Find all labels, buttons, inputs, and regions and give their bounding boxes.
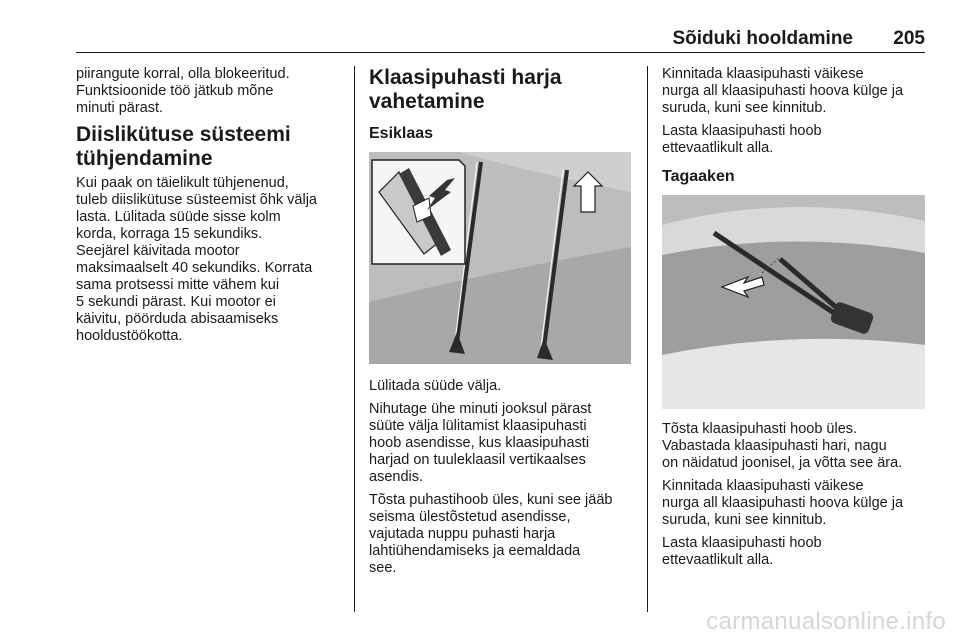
wiper-section-heading: Klaasipuhasti harja vahetamine (369, 66, 562, 113)
step-attach-rear: Kinnitada klaasipuhasti väikese nurga all klaasipuhasti hoova külge ja suruda, kuni see kinnitub. (662, 478, 904, 528)
diesel-section-body: Kui paak on täielikult tühjenenud, tuleb diislikütuse süsteemist õhk välja lasta. Lülitada süüde sisse kolm korda, korraga 15 sekundiks. Seejärel käivitada mootor maksimaalselt 40 sekundiks. Korrata sama protsessi mitte vähem kui 5 sekundi pärast. Kui mootor ei käivitu, pöörduda abisaamiseks hooldustöökotta. (76, 175, 317, 344)
column-divider-2 (647, 66, 648, 612)
section-title: Sõiduki hooldamine (672, 28, 853, 49)
front-wiper-figure (369, 152, 631, 364)
step-lift-rear: Tõsta klaasipuhasti hoob üles. Vabastada klaasipuhasti hari, nagu on näidatud joonisel, ja võtta see ära. (662, 421, 903, 471)
column-3 (662, 66, 928, 575)
step-move-wiper: Nihutage ühe minuti jooksul pärast süüte välja lülitamist klaasipuhasti hoob asendisse, kus klaasipuhasti harjad on tuuleklaasil vertikaalses asendis. (369, 401, 592, 485)
page-header (76, 28, 925, 53)
step-lower-front: Lasta klaasipuhasti hoob ettevaatlikult alla. (662, 123, 822, 156)
page-number: 205 (893, 28, 925, 49)
step-lower-rear: Lasta klaasipuhasti hoob ettevaatlikult alla. (662, 535, 822, 568)
watermark: carmanualsonline.info (706, 608, 946, 635)
step-ignition-off: Lülitada süüde välja. (369, 378, 502, 394)
column-divider-1 (354, 66, 355, 612)
column-1 (76, 66, 344, 351)
windscreen-subheading: Esiklaas (369, 125, 434, 142)
diesel-section-heading: Diislikütuse süsteemi tühjendamine (76, 123, 291, 170)
intro-paragraph: piirangute korral, olla blokeeritud. Funktsioonide töö jätkub mõne minuti pärast. (76, 66, 290, 116)
rear-wiper-figure (662, 195, 925, 409)
step-lift-remove: Tõsta puhastihoob üles, kuni see jääb seisma ülestõstetud asendisse, vajutada nuppu puhasti harja lahtiühendamiseks ja eemaldada see. (369, 492, 613, 576)
rear-window-subheading: Tagaaken (662, 168, 735, 185)
column-2 (369, 66, 635, 583)
step-attach-front: Kinnitada klaasipuhasti väikese nurga all klaasipuhasti hoova külge ja suruda, kuni see kinnitub. (662, 66, 904, 116)
